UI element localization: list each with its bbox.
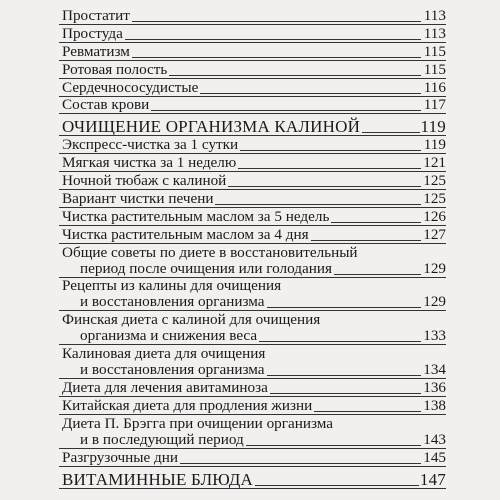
toc-entry-line [62,380,446,396]
toc-page-number: 113 [423,24,446,42]
toc-entry-line [62,362,446,378]
toc-leader-line [362,132,419,133]
toc-leader-line [240,150,421,151]
toc-page-number: 119 [423,136,446,154]
toc-leader-line [267,375,421,376]
toc-entry-line [62,119,446,135]
toc-entry-title: и восстановления организма [80,293,265,311]
toc-entry-title: Общие советы по диете в восстановительный [62,243,358,261]
toc-leader-line [125,39,421,40]
toc-entry-title: и восстановления организма [80,361,265,379]
toc-page-number: 115 [423,42,446,60]
toc-entry [62,155,446,171]
toc-entry-line [62,398,446,414]
toc-page-number: 129 [423,293,446,311]
toc-section-heading [62,469,446,489]
toc-entry-title: период после очищения или голодания [80,259,332,277]
toc-entry-title: Ревматизм [62,42,130,60]
toc-entry-line [62,80,446,96]
toc-page-number: 147 [419,469,446,489]
toc-entry [62,62,446,78]
toc-page-number: 145 [423,448,446,466]
toc-entry-title: Диета для лечения авитаминоза [62,379,268,397]
toc-entry-title: Китайская диета для продления жизни [62,397,313,415]
toc-page-number: 136 [423,379,446,397]
toc-entry-line [62,155,446,171]
toc-entry-line [62,62,446,78]
toc-entry [62,209,446,225]
toc-underline [59,488,446,489]
toc-entry-line [62,97,446,113]
toc-entry-title: Мягкая чистка за 1 неделю [62,154,237,172]
toc-entry-line [62,44,446,60]
toc-leader-line [215,204,421,205]
toc-page-number: 143 [423,430,446,448]
toc-entry [62,26,446,42]
toc-entry-title: Диета П. Брэгга при очищении организма [62,414,334,432]
toc-entry-line [62,346,446,362]
toc-entry-line [62,26,446,42]
toc-entry [62,8,446,24]
toc-leader-line [267,307,421,308]
toc-page-number: 133 [423,327,446,345]
toc-entry [62,398,446,414]
toc-entry [62,173,446,189]
toc-entry [62,450,446,466]
toc-entry-title: Экспресс-чистка за 1 сутки [62,136,239,154]
toc-entry-title: Чистка растительным маслом за 4 дня [62,225,309,243]
toc-entry-title: Рецепты из калины для очищения [62,277,282,295]
toc-leader-line [132,21,421,22]
toc-entry [62,227,446,243]
toc-entry-line [62,278,446,294]
toc-leader-line [151,110,421,111]
toc-entry-line [62,191,446,207]
toc-entry-title: Вариант чистки печени [62,189,214,207]
toc-entry-line [62,294,446,310]
toc-leader-line [132,57,421,58]
toc-entry-title: Сердечнососудистые [62,78,199,96]
toc-underline [59,113,446,114]
toc-entry-line [62,261,446,277]
toc-page-number: 121 [423,154,446,172]
toc-page-number: 127 [423,225,446,243]
toc-entry-line [62,8,446,24]
toc-page-number: 119 [420,117,446,137]
toc-leader-line [255,485,419,486]
toc-entry-title: Чистка растительным маслом за 5 недель [62,207,330,225]
toc-entry-title: Ночной тюбаж с калиной [62,172,227,190]
toc-entry [62,44,446,60]
toc-entry-line [62,227,446,243]
toc-page-number: 134 [423,361,446,379]
toc-entry-line [62,312,446,328]
toc-entry-title: Разгрузочные дни [62,448,179,466]
toc-leader-line [270,393,421,394]
toc-entry-line [62,328,446,344]
toc-leader-line [334,274,421,275]
toc-page-number: 138 [423,397,446,415]
toc-page-number: 115 [423,60,446,78]
toc-entry-title: Простуда [62,24,123,42]
toc-leader-line [311,240,421,241]
toc-page-number: 129 [423,259,446,277]
toc-entry-title: Калиновая диета для очищения [62,345,266,363]
toc-entry [62,245,446,277]
toc-entry [62,278,446,310]
toc-entry-line [62,450,446,466]
toc-leader-line [331,222,421,223]
toc-entry-line [62,469,446,489]
toc-leader-line [200,93,421,94]
toc-entry-title: ВИТАМИННЫЕ БЛЮДА [62,469,253,489]
toc-entry-line [62,416,446,432]
toc-leader-line [246,445,421,446]
toc-entry [62,312,446,344]
toc-leader-line [169,75,421,76]
toc-entry [62,80,446,96]
toc-entry-line [62,137,446,153]
toc-page-number: 125 [423,189,446,207]
toc-entry-line [62,245,446,261]
toc-entry-title: организма и снижения веса [80,327,258,345]
toc-page-number: 125 [423,172,446,190]
toc-entry [62,97,446,113]
toc-entry-title: Финская диета с калиной для очищения [62,311,321,329]
toc-entry [62,191,446,207]
toc-leader-line [180,463,421,464]
toc-page-number: 117 [423,96,446,114]
toc-entry-line [62,209,446,225]
toc-entry-title: ОЧИЩЕНИЕ ОРГАНИЗМА КАЛИНОЙ [62,117,361,137]
toc-entry [62,137,446,153]
toc-leader-line [228,186,421,187]
toc-entry-line [62,432,446,448]
toc-leader-line [238,168,421,169]
toc-entry-title: Состав крови [62,96,150,114]
toc-entry-title: Ротовая полость [62,60,168,78]
toc-underline [59,466,446,467]
toc-entry-title: Простатит [62,7,130,24]
toc-page-number: 126 [423,207,446,225]
toc-entry-title: и в последующий период [80,430,244,448]
toc-page-number: 116 [423,78,446,96]
toc-leader-line [259,341,421,342]
toc-page-number: 113 [423,7,446,24]
toc-entry [62,380,446,396]
toc-section-heading [62,119,446,135]
toc-leader-line [314,411,421,412]
toc-entry-line [62,173,446,189]
toc-entry [62,346,446,378]
table-of-contents [62,8,446,490]
toc-entry [62,416,446,448]
